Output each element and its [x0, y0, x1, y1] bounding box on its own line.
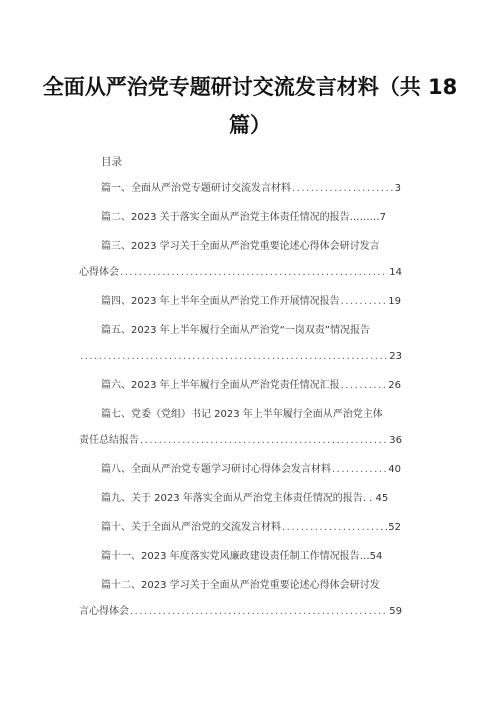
toc-page-number: 36 — [389, 435, 402, 446]
toc-entry-text: 篇七、党委（党组）书记 2023 年上半年履行全面从严治党主体 — [101, 409, 383, 420]
toc-entry-text: 篇二、2023 关于落实全面从严治党主体责任情况的报告………7 — [101, 212, 386, 223]
toc-leader — [140, 434, 388, 448]
document-title-line-2: 篇） — [229, 113, 271, 137]
toc-entry-text: 篇八、全面从严治党专题学习研讨心得体会发言材料 — [101, 464, 331, 475]
toc-entry-10[interactable] — [101, 521, 401, 535]
toc-page-number: 59 — [389, 606, 402, 617]
toc-entry-text: 篇十、关于全面从严治党的交流发言材料 — [101, 522, 281, 533]
toc-page-number: 14 — [389, 267, 402, 278]
toc-entry-7[interactable] — [101, 408, 401, 422]
toc-page-number: 23 — [389, 351, 402, 362]
toc-entry-text: 责任总结报告 — [79, 435, 139, 446]
toc-leader — [130, 605, 388, 619]
toc-page-number: 26 — [388, 380, 401, 391]
toc-entry-12[interactable] — [101, 579, 401, 593]
toc-page-number: 40 — [388, 464, 401, 475]
toc-entry-1[interactable] — [101, 182, 401, 196]
toc-entry-9[interactable] — [101, 492, 401, 506]
toc-entry-text: 篇四、2023 年上半年全面从严治党工作开展情况报告 — [101, 296, 340, 307]
toc-leader — [120, 266, 388, 280]
toc-heading: 目录 — [101, 156, 122, 168]
toc-leader — [332, 463, 387, 477]
toc-entry-text: 言心得体会 — [79, 606, 129, 617]
toc-entry-text: 篇九、关于 2023 年落实全面从严治党主体责任情况的报告. . 45 — [101, 493, 389, 504]
toc-entry-3[interactable] — [101, 240, 401, 254]
toc-entry-text: 篇五、2023 年上半年履行全面从严治党“一岗双责”情况报告 — [101, 325, 370, 336]
toc-page-number: 19 — [388, 296, 401, 307]
toc-entry-11[interactable] — [101, 550, 401, 564]
toc-entry-text: 篇一、全面从严治党专题研讨交流发言材料 — [101, 183, 291, 194]
toc-entry-2[interactable] — [101, 211, 401, 225]
toc-leader — [341, 295, 388, 309]
toc-entry-7-continuation[interactable] — [79, 434, 402, 448]
toc-leader — [282, 521, 387, 535]
document-title-line-1: 全面从严治党专题研讨交流发言材料（共 18 — [42, 75, 458, 99]
toc-entry-8[interactable] — [101, 463, 401, 477]
toc-page-number: 52 — [388, 522, 401, 533]
toc-leader — [80, 350, 388, 364]
toc-entry-text: 篇十二、2023 学习关于全面从严治党重要论述心得体会研讨发 — [101, 580, 380, 591]
toc-entry-text: 篇三、2023 学习关于全面从严治党重要论述心得体会研讨发言 — [101, 241, 380, 252]
toc-leader — [341, 379, 388, 393]
toc-entry-5-continuation[interactable] — [79, 350, 402, 364]
toc-entry-text: 篇六、2023 年上半年履行全面从严治党责任情况汇报 — [101, 380, 340, 391]
toc-page-number: 3 — [394, 183, 401, 194]
toc-entry-6[interactable] — [101, 379, 401, 393]
toc-entry-text: 心得体会 — [79, 267, 119, 278]
toc-entry-text: 篇十一、2023 年度落实党风廉政建设责任制工作情况报告…54 — [101, 551, 383, 562]
toc-entry-3-continuation[interactable] — [79, 266, 402, 280]
toc-entry-4[interactable] — [101, 295, 401, 309]
toc-entry-5[interactable] — [101, 324, 401, 338]
toc-entry-12-continuation[interactable] — [79, 605, 402, 619]
toc-leader — [292, 182, 394, 196]
